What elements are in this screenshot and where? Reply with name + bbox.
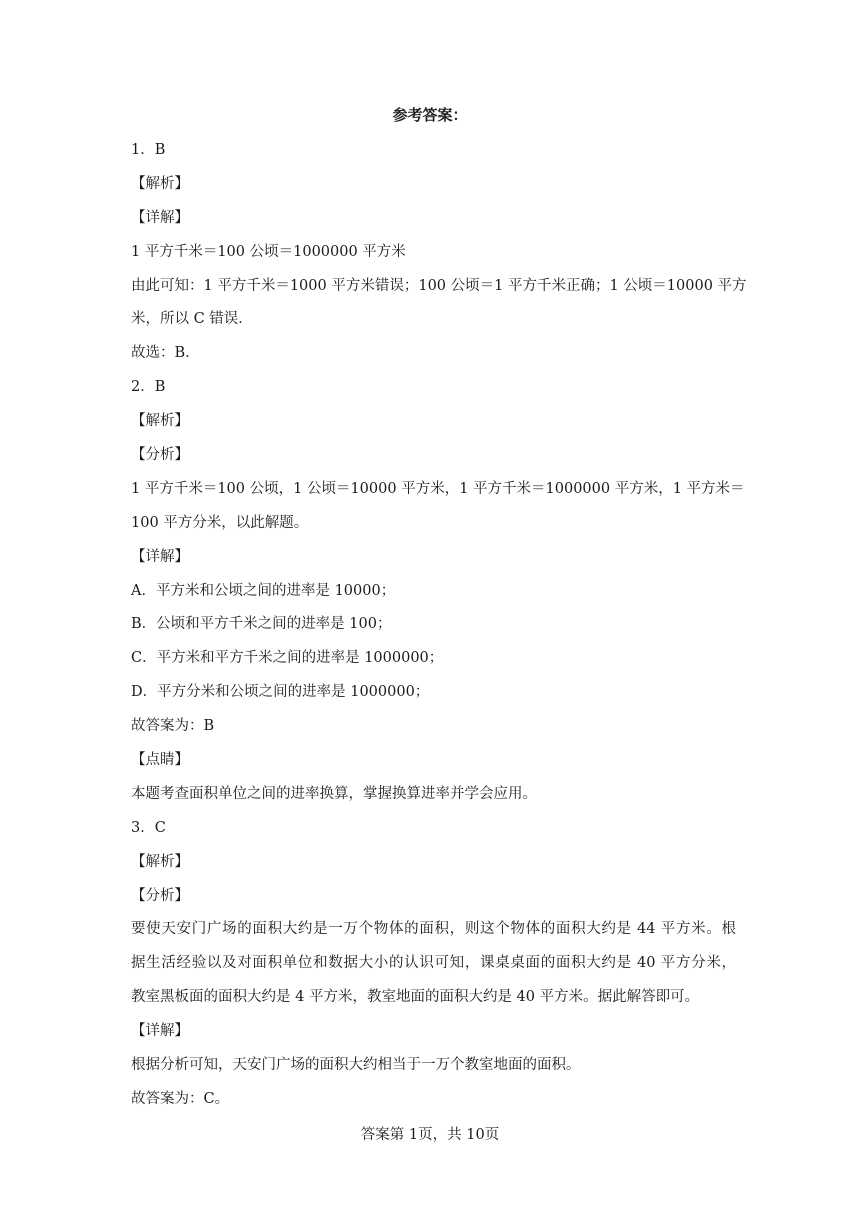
answer-1-text-line: 米，所以 C 错误． xyxy=(131,311,253,328)
answer-2-option-c: C．平方米和平方千米之间的进率是 1000000； xyxy=(131,650,444,667)
answer-2-choice: 2．B xyxy=(131,379,166,396)
answer-2-option-a: A．平方米和公顷之间的进率是 10000； xyxy=(131,582,396,599)
answer-3-analysis-heading: 【解析】 xyxy=(131,853,189,870)
answer-3-text-line: 根据分析可知，天安门广场的面积大约相当于一万个教室地面的面积。 xyxy=(131,1057,581,1074)
page-footer: 答案第 1页，共 10页 xyxy=(360,1127,500,1143)
answer-1-choice: 1．B xyxy=(131,142,166,158)
answer-3-text-line: 据生活经验以及对面积单位和数据大小的认识可知，课桌桌面的面积大约是 40 平方分米， xyxy=(131,955,736,972)
answer-2-reasoning-heading: 【分析】 xyxy=(131,447,189,464)
answer-3-text-line: 要使天安门广场的面积大约是一万个物体的面积，则这个物体的面积大约是 44 平方米。根 xyxy=(131,921,736,938)
answer-2-detail-heading: 【详解】 xyxy=(131,548,189,565)
answer-3-text-line: 教室黑板面的面积大约是 4 平方米，教室地面的面积大约是 40 平方米。据此解答即可。 xyxy=(131,989,700,1006)
answer-3-detail-heading: 【详解】 xyxy=(131,1023,189,1040)
answer-body xyxy=(131,134,747,1117)
answer-1-analysis-heading: 【解析】 xyxy=(131,175,189,192)
answer-3-choice: 3．C xyxy=(131,819,166,836)
answer-1-text-line: 1 平方千米＝100 公顷＝1000000 平方米 xyxy=(131,243,406,260)
answer-2-comment-heading: 【点睛】 xyxy=(131,752,189,769)
answer-3-reasoning-heading: 【分析】 xyxy=(131,887,189,904)
answer-2-analysis-heading: 【解析】 xyxy=(131,413,189,430)
answer-2-text-line: 1 平方千米＝100 公顷，1 公顷＝10000 平方米，1 平方千米＝1000000 平方米，1 平方米＝ xyxy=(131,480,745,497)
answer-2-conclusion: 故答案为：B xyxy=(131,718,215,735)
answer-2-option-b: B．公顷和平方千米之间的进率是 100； xyxy=(131,616,392,633)
answer-1-conclusion: 故选：B． xyxy=(131,345,200,362)
answer-2-option-d: D．平方分米和公顷之间的进率是 1000000； xyxy=(131,684,430,701)
answer-2-comment: 本题考查面积单位之间的进率换算，掌握换算进率并学会应用。 xyxy=(131,785,537,802)
answer-1-text-line: 由此可知：1 平方千米＝1000 平方米错误；100 公顷＝1 平方千米正确；1 公顷＝10000 平方 xyxy=(131,277,747,294)
answer-3-conclusion: 故答案为：C。 xyxy=(131,1090,230,1107)
answer-2-text-line: 100 平方分米，以此解题。 xyxy=(131,514,309,531)
page-title: 参考答案： xyxy=(392,106,468,124)
answer-1-detail-heading: 【详解】 xyxy=(131,209,189,226)
